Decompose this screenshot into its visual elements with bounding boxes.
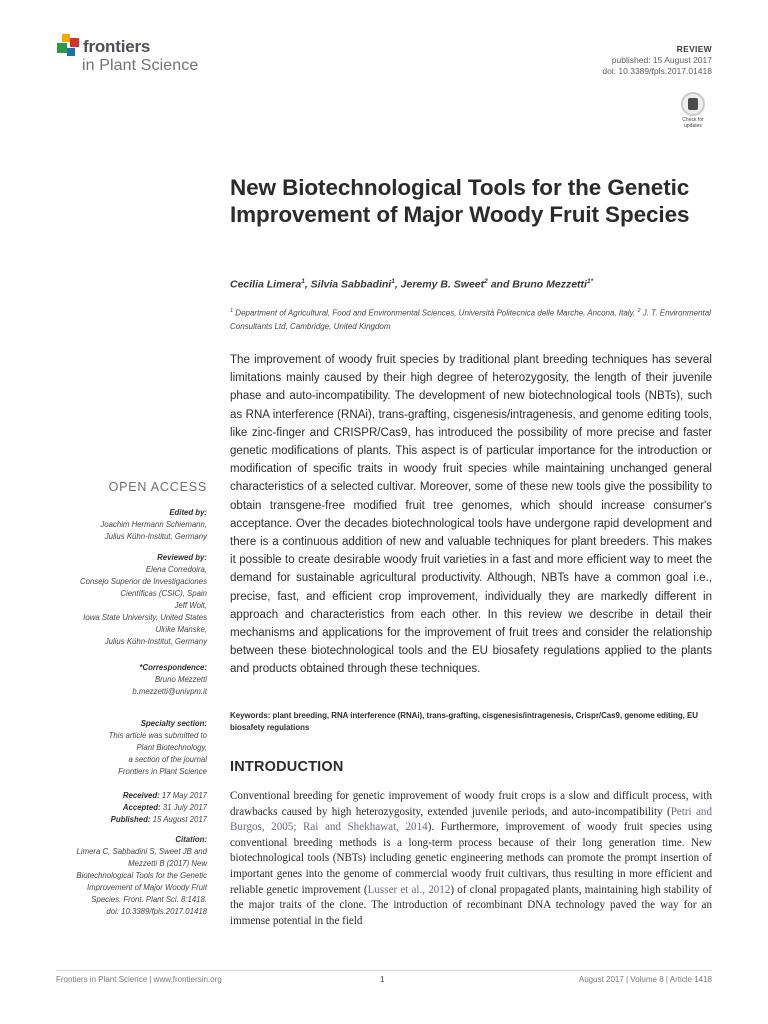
specialty-section: Specialty section: This article was submitted to Plant Biotechnology, a section of the journal Frontiers in Plant Science bbox=[108, 719, 207, 776]
affiliation: J. T. Environmental Consultants Ltd, Cambridge, United Kingdom bbox=[230, 308, 711, 331]
journal-name-brand: frontiers bbox=[83, 37, 151, 56]
article-type: REVIEW bbox=[676, 44, 712, 54]
published-date: published: 15 August 2017 bbox=[611, 55, 712, 65]
article-title: New Biotechnological Tools for the Genetic Improvement of Major Woody Fruit Species bbox=[230, 175, 690, 227]
article-dates: Received: 17 May 2017 Accepted: 31 July 2017 Published: 15 August 2017 bbox=[110, 791, 207, 824]
author-name[interactable]: Silvia Sabbadini bbox=[310, 278, 392, 291]
citation-link[interactable]: Petri and Burgos, 2005; Rai and Shekhawat, 2014 bbox=[230, 805, 712, 834]
introduction-paragraph: Conventional breeding for genetic improvement of woody fruit crops is a slow and difficult process, with drawbacks caused by high heterozygosity, extended juvenile periods, and auto-incompatibility (Petri and Burgos, 2005; Rai and Shekhawat, 2014). Furthermore, improvement of woody fruit species using conventional breeding methods is a long-term process because of their long generation time. New biotechnological tools (NBTs) including genetic engineering methods can promote the prompt insertion of important genes into the genome of commercial woody fruit cultivars, thus resulting in more efficient and reliable genetic improvement (Lusser et al., 2012) of clonal propagated plants, maintaining high stability of the major traits of the clone. The introduction of recombinant DNA technology paved the way for an immense potential in the field bbox=[230, 790, 712, 927]
section-heading: INTRODUCTION bbox=[230, 759, 344, 775]
correspondence: *Correspondence: Bruno Mezzetti b.mezzetti@univpm.it bbox=[37, 662, 207, 698]
citation-link[interactable]: Lusser et al., 2012 bbox=[367, 883, 451, 896]
edited-by: Edited by: Joachim Hermann Schiemann, Julius Kühn-Institut, Germany bbox=[100, 508, 207, 541]
page-number: 1 bbox=[380, 975, 385, 984]
footer-issue-info: August 2017 | Volume 8 | Article 1418 bbox=[578, 975, 712, 984]
open-access-label: OPEN ACCESS bbox=[108, 480, 207, 494]
citation-block: Citation: Limera C, Sabbadini S, Sweet JB and Mezzetti B (2017) New Biotechnological Tools for the Genetic Improvement of Major Woody Fruit Species. Front. Plant Sci. 8:1418. doi: 10.3389/fpls.2017.01418 bbox=[76, 835, 207, 916]
author-list: Cecilia Limera$^1$, Silvia Sabbadini$^1$, Jeremy B. Sweet$^2$ and Bruno Mezzetti$^{1*}$ bbox=[230, 278, 594, 291]
affiliation: Department of Agricultural, Food and Environmental Sciences, Università Politecnica delle Marche, Ancona, Italy, bbox=[235, 308, 636, 318]
abstract: The improvement of woody fruit species by traditional plant breeding techniques has several limitations mainly caused by their high degree of heterozygosity, the length of their juvenile phase and auto-incompatibility. The development of new biotechnological tools (NBTs), such as RNA interference (RNAi), trans-grafting, cisgenesis/intragenesis, and genome editing tools, like zinc-finger and CRISPR/Cas9, has introduced the possibility of more precise and faster genetic modifications of plants. This aspect is of particular importance for the introduction or modification of specific traits in woody fruit species while maintaining unchanged general characteristics of a selected cultivar. Moreover, some of these new tools give the possibility to obtain transgene-free modified fruit tree genomes, which should increase consumer's acceptance. Over the decades biotechnological tools have undergone rapid development and there is a continuous addition of new and valuable techniques for plant breeders. This makes it possible to create desirable woody fruit varieties in a fast and more efficient way to meet the demand for sustainable agricultural productivity. Although, NBTs have a common goal i.e., precise, fast, and efficient crop improvement, individually they are markedly different in approach and characteristics from each other. In this review we describe in detail their mechanisms and applications for the improvement of fruit trees and consider the relationship between these biotechnological tools and the EU biosafety regulations applied to the plants and products obtained through these techniques. bbox=[230, 354, 712, 676]
article-meta bbox=[602, 44, 712, 77]
author-name[interactable]: Cecilia Limera bbox=[230, 278, 302, 291]
keywords: Keywords: plant breeding, RNA interference (RNAi), trans-grafting, cisgenesis/intragenesis, Crispr/Cas9, genome editing, EU biosafety regulations bbox=[230, 711, 698, 732]
frontiers-logo-icon bbox=[57, 34, 81, 58]
footer-journal-link[interactable]: Frontiers in Plant Science | www.frontiersin.org bbox=[56, 975, 222, 984]
author-name[interactable]: Jeremy B. Sweet bbox=[400, 278, 485, 291]
footer-divider bbox=[56, 970, 712, 971]
correspondence-email[interactable]: b.mezzetti@univpm.it bbox=[132, 687, 207, 696]
crossmark-badge[interactable] bbox=[676, 92, 710, 134]
author-name[interactable]: Bruno Mezzetti bbox=[512, 278, 587, 291]
crossmark-label: Check for updates bbox=[682, 117, 704, 129]
journal-logo[interactable] bbox=[57, 34, 227, 82]
doi-link[interactable]: doi: 10.3389/fpls.2017.01418 bbox=[602, 66, 712, 76]
crossmark-icon bbox=[681, 92, 705, 116]
journal-name-section: in Plant Science bbox=[82, 57, 199, 74]
reviewed-by: Reviewed by: Elena Corredoira, Consejo Superior de Investigaciones Científicas (CSIC), Spain Jeff Wolt, Iowa State University, United States Ulrike Manske, Julius Kühn-Institut, Germany bbox=[80, 553, 207, 646]
affiliations: $^1$ Department of Agricultural, Food and Environmental Sciences, Università Politecnica delle Marche, Ancona, Italy, $^2$ J. T. Environmental Consultants Ltd, Cambridge, United Kingdom bbox=[230, 308, 711, 331]
